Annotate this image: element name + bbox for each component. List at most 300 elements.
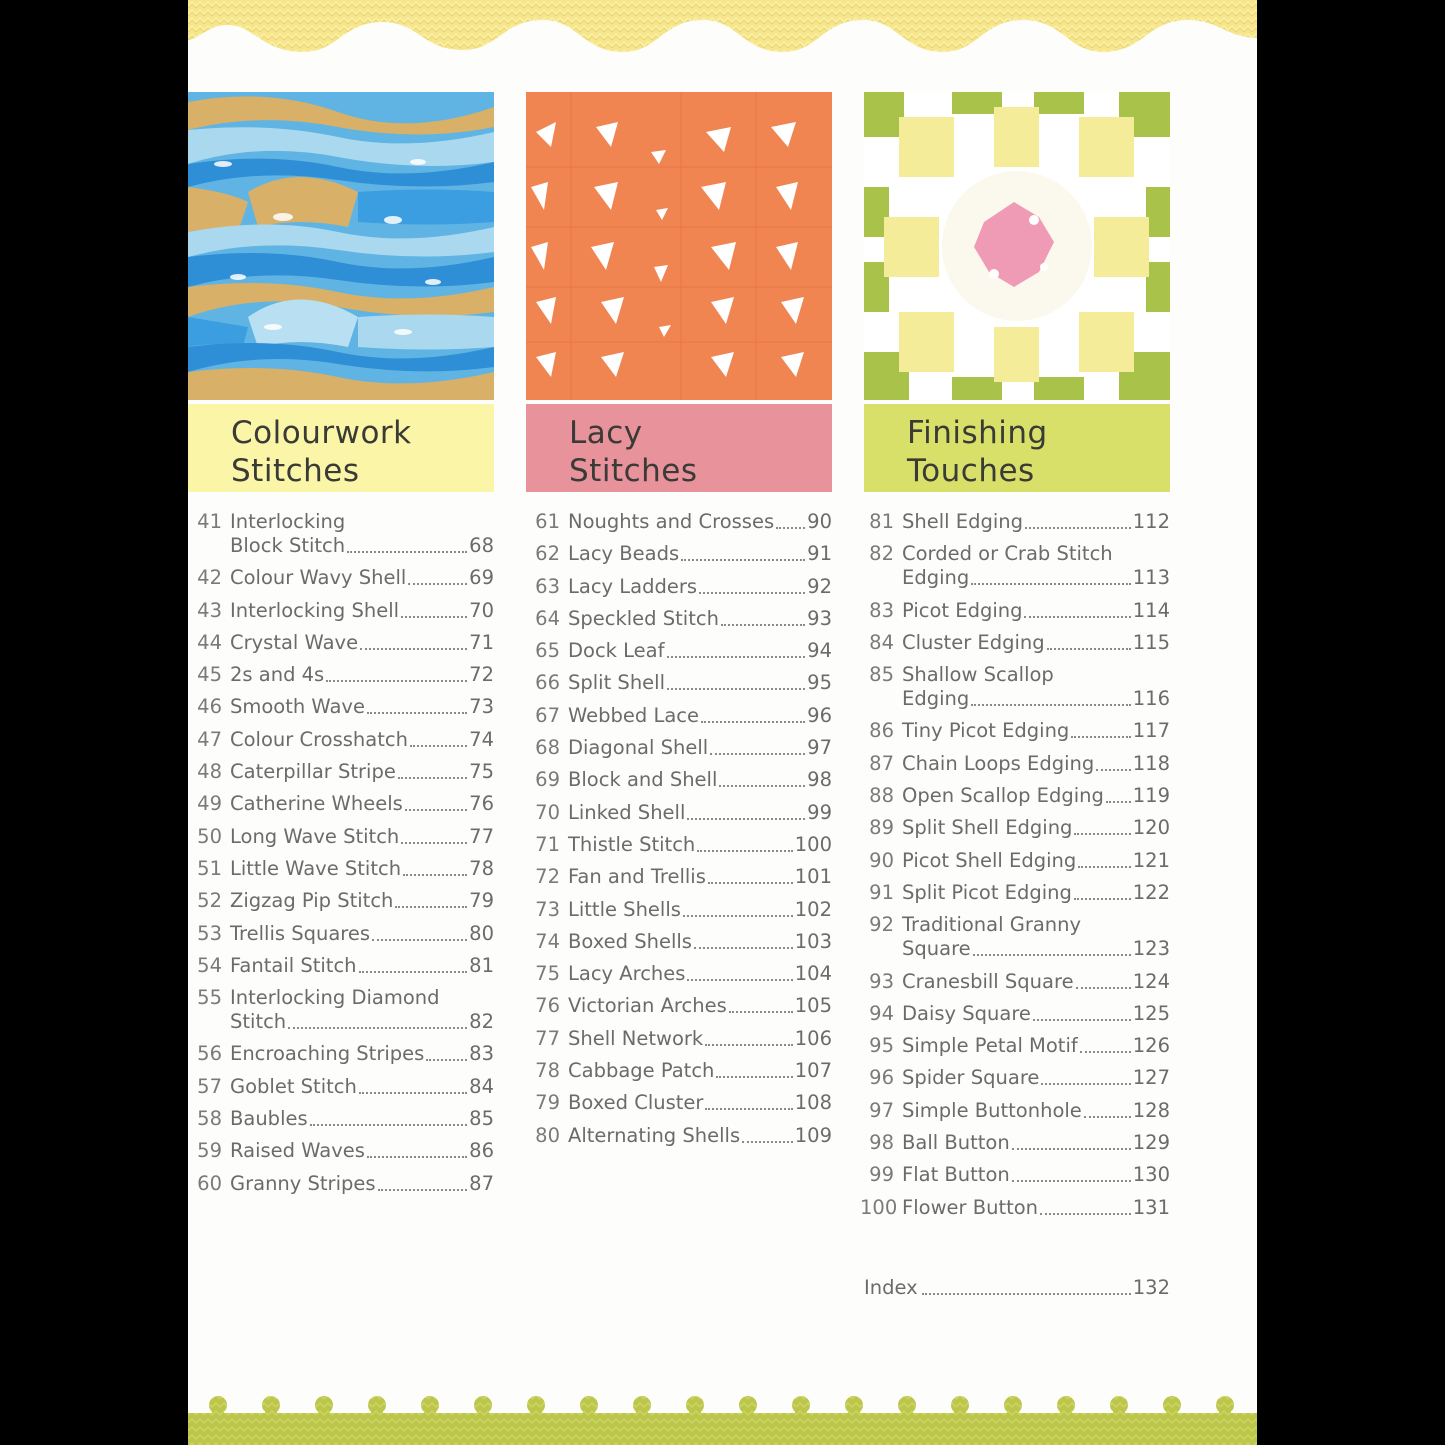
toc-entry[interactable] <box>526 833 832 857</box>
leader-dots <box>699 591 805 594</box>
book-page <box>188 0 1257 1445</box>
orange-lace-crochet-swatch <box>526 92 832 400</box>
page-number: 128 <box>1132 1098 1170 1122</box>
stitch-number: 83 <box>869 598 894 622</box>
page-number: 125 <box>1132 1001 1170 1025</box>
toc-entry[interactable] <box>188 1075 494 1099</box>
leader-dots <box>729 1010 793 1013</box>
stitch-number: 78 <box>535 1059 560 1083</box>
stitch-title: Noughts and Crosses <box>568 510 775 533</box>
toc-entry[interactable] <box>860 752 1170 776</box>
section-title: Lacy Stitches <box>569 415 698 489</box>
section-title: Colourwork Stitches <box>231 415 412 489</box>
leader-dots <box>694 946 793 949</box>
leader-dots <box>378 1188 468 1191</box>
toc-entry[interactable] <box>860 970 1170 994</box>
leader-dots <box>1041 1082 1130 1085</box>
toc-entry[interactable] <box>526 1027 832 1051</box>
toc-entry[interactable] <box>188 986 494 1034</box>
page-number: 98 <box>807 768 832 792</box>
page-number: 91 <box>807 542 832 566</box>
page-number: 101 <box>794 865 832 889</box>
toc-entry[interactable] <box>860 1163 1170 1187</box>
leader-dots <box>398 776 467 779</box>
leader-dots <box>426 1058 467 1061</box>
leader-dots <box>326 679 467 682</box>
toc-entry[interactable] <box>188 922 494 946</box>
page-number: 107 <box>794 1059 832 1083</box>
stitch-title: Boxed Shells <box>568 929 692 953</box>
toc-entry[interactable] <box>188 954 494 978</box>
section-lacy-stitches <box>526 92 832 492</box>
stitch-title: Shell Network <box>568 1026 704 1050</box>
leader-dots <box>401 841 467 844</box>
leader-dots <box>922 1292 1131 1295</box>
toc-entry[interactable] <box>188 566 494 590</box>
stitch-number: 63 <box>535 574 560 598</box>
stitch-title: Split Shell Edging <box>902 816 1073 840</box>
toc-entry[interactable] <box>526 930 832 954</box>
page-number: 87 <box>469 1171 494 1195</box>
stitch-number: 58 <box>197 1107 222 1131</box>
stitch-title-continued: Square <box>902 937 971 961</box>
stitch-title: Linked Shell <box>568 800 686 824</box>
toc-entry[interactable] <box>526 704 832 728</box>
page-number: 71 <box>469 630 494 654</box>
stitch-number: 45 <box>197 663 222 687</box>
leader-dots <box>1047 647 1131 650</box>
stitch-title: Daisy Square <box>902 1001 1031 1025</box>
green-picot-border-decoration <box>188 1385 1257 1445</box>
leader-dots <box>1012 1147 1131 1150</box>
toc-entry[interactable] <box>526 865 832 889</box>
page-number: 109 <box>794 1123 832 1147</box>
toc-entry[interactable] <box>860 1066 1170 1090</box>
toc-entry[interactable] <box>526 736 832 760</box>
leader-dots <box>395 905 467 908</box>
stitch-number: 100 <box>860 1195 898 1219</box>
toc-entry[interactable] <box>188 510 494 558</box>
page-number: 113 <box>1132 566 1170 590</box>
page-number: 108 <box>794 1091 832 1115</box>
section-header-finishing <box>864 404 1170 492</box>
toc-entry[interactable] <box>860 881 1170 905</box>
page-number: 126 <box>1132 1034 1170 1058</box>
page-number: 130 <box>1132 1163 1170 1187</box>
stitch-number: 44 <box>197 630 222 654</box>
toc-entry[interactable] <box>860 663 1170 711</box>
stitch-number: 60 <box>197 1171 222 1195</box>
toc-entry[interactable] <box>526 575 832 599</box>
stitch-number: 59 <box>197 1139 222 1163</box>
stitch-number: 85 <box>869 663 894 687</box>
toc-entry[interactable] <box>526 1091 832 1115</box>
leader-dots <box>367 711 467 714</box>
stitch-number: 53 <box>197 921 222 945</box>
page-number: 94 <box>807 639 832 663</box>
toc-entry[interactable] <box>860 816 1170 840</box>
page-number: 119 <box>1132 784 1170 808</box>
leader-dots <box>372 938 467 941</box>
stitch-title: Goblet Stitch <box>230 1074 357 1098</box>
right-black-margin <box>1257 0 1445 1445</box>
page-number: 103 <box>794 929 832 953</box>
leader-dots <box>1076 986 1131 989</box>
stitch-number: 96 <box>869 1066 894 1090</box>
stitch-title: Smooth Wave <box>230 695 365 719</box>
stitch-number: 69 <box>535 768 560 792</box>
page-number: 73 <box>469 695 494 719</box>
stitch-number: 55 <box>197 986 222 1010</box>
leader-dots <box>716 1075 792 1078</box>
toc-entry[interactable] <box>188 728 494 752</box>
stitch-number: 67 <box>535 703 560 727</box>
stitch-title: Dock Leaf <box>568 639 665 663</box>
yellow-scallop-border-decoration <box>188 0 1257 70</box>
page-number: 69 <box>469 566 494 590</box>
page-number: 68 <box>469 534 494 557</box>
stitch-title-continued: Edging <box>902 687 970 711</box>
stitch-number: 72 <box>535 865 560 889</box>
stitch-title: Lacy Arches <box>568 962 686 986</box>
page-number: 105 <box>794 994 832 1018</box>
page-number: 120 <box>1132 816 1170 840</box>
granny-square-crochet-swatch <box>864 92 1170 400</box>
stitch-title: Zigzag Pip Stitch <box>230 889 394 913</box>
toc-entry[interactable] <box>526 607 832 631</box>
stitch-number: 91 <box>869 880 894 904</box>
page-number: 93 <box>807 606 832 630</box>
leader-dots <box>721 623 805 626</box>
stitch-title: Catherine Wheels <box>230 792 403 816</box>
stitch-title: Victorian Arches <box>568 994 727 1018</box>
page-number: 70 <box>469 598 494 622</box>
stitch-number: 70 <box>535 800 560 824</box>
leader-dots <box>1096 768 1131 771</box>
page-number: 72 <box>469 663 494 687</box>
leader-dots <box>1071 735 1130 738</box>
stitch-title: Picot Edging <box>902 598 1023 622</box>
page-number: 131 <box>1132 1195 1170 1219</box>
stitch-title: Trellis Squares <box>230 921 371 945</box>
page-number: 112 <box>1132 510 1170 533</box>
toc-entry[interactable] <box>188 631 494 655</box>
stitch-number: 80 <box>535 1123 560 1147</box>
toc-entry[interactable] <box>860 849 1170 873</box>
page-number: 95 <box>807 671 832 695</box>
leader-dots <box>1074 832 1130 835</box>
stitch-number: 41 <box>197 510 222 533</box>
toc-entry[interactable] <box>860 1034 1170 1058</box>
toc-entry[interactable] <box>526 639 832 663</box>
stitch-number: 97 <box>869 1098 894 1122</box>
leader-dots <box>719 784 805 787</box>
page-number: 104 <box>794 962 832 986</box>
toc-entry[interactable] <box>526 994 832 1018</box>
leader-dots <box>408 582 467 585</box>
stitch-title-continued: Block Stitch <box>230 534 346 557</box>
stitch-number: 74 <box>535 929 560 953</box>
toc-entry[interactable] <box>860 631 1170 655</box>
stitch-title: Flat Button <box>902 1163 1010 1187</box>
stitch-title: Ball Button <box>902 1131 1010 1155</box>
stitch-number: 51 <box>197 856 222 880</box>
stitch-title: Shallow Scallop <box>902 663 1054 687</box>
stitch-number: 87 <box>869 751 894 775</box>
toc-entry[interactable] <box>188 792 494 816</box>
stitch-number: 61 <box>535 510 560 533</box>
page-number: 90 <box>807 510 832 533</box>
leader-dots <box>776 526 805 529</box>
stitch-title: Cluster Edging <box>902 630 1045 654</box>
stitch-title: Speckled Stitch <box>568 606 719 630</box>
page-number: 123 <box>1132 937 1170 961</box>
stitch-number: 76 <box>535 994 560 1018</box>
toc-list-colourwork <box>188 510 494 1204</box>
stitch-title: Simple Petal Motif <box>902 1034 1078 1058</box>
stitch-title: Split Shell <box>568 671 666 695</box>
stitch-title: Diagonal Shell <box>568 736 709 760</box>
stitch-number: 46 <box>197 695 222 719</box>
page-number: 127 <box>1132 1066 1170 1090</box>
page-number: 124 <box>1132 969 1170 993</box>
stitch-number: 93 <box>869 969 894 993</box>
page-number: 77 <box>469 824 494 848</box>
section-finishing-touches <box>864 92 1170 492</box>
stitch-title: Boxed Cluster <box>568 1091 704 1115</box>
toc-entry[interactable] <box>860 1131 1170 1155</box>
leader-dots <box>1106 800 1131 803</box>
toc-entry[interactable] <box>526 801 832 825</box>
stitch-number: 52 <box>197 889 222 913</box>
stitch-number: 77 <box>535 1026 560 1050</box>
stitch-title: Spider Square <box>902 1066 1040 1090</box>
leader-dots <box>367 1155 467 1158</box>
toc-entry[interactable] <box>526 671 832 695</box>
stitch-number: 50 <box>197 824 222 848</box>
page-number: 122 <box>1132 880 1170 904</box>
stitch-title-continued: Stitch <box>230 1010 287 1034</box>
leader-dots <box>1033 1018 1131 1021</box>
toc-entry[interactable] <box>860 913 1170 961</box>
stitch-title: Granny Stripes <box>230 1171 376 1195</box>
stitch-title: Flower Button <box>902 1195 1039 1219</box>
toc-entry[interactable] <box>860 1196 1170 1220</box>
stitch-title: Fan and Trellis <box>568 865 706 889</box>
stitch-number: 66 <box>535 671 560 695</box>
toc-entry[interactable] <box>188 1172 494 1196</box>
stitch-title: Fantail Stitch <box>230 953 357 977</box>
stitch-title: Interlocking Diamond <box>230 986 440 1010</box>
toc-entry-index[interactable] <box>864 1276 1170 1300</box>
leader-dots <box>1040 1212 1131 1215</box>
toc-entry[interactable] <box>188 857 494 881</box>
stitch-title: Interlocking Shell <box>230 598 400 622</box>
blue-and-tan-wave-crochet-swatch <box>188 92 494 400</box>
leader-dots <box>667 687 805 690</box>
page-number: 76 <box>469 792 494 816</box>
leader-dots <box>971 703 1131 706</box>
stitch-number: 84 <box>869 630 894 654</box>
leader-dots <box>708 881 793 884</box>
page-number: 92 <box>807 574 832 598</box>
stitch-title: Colour Wavy Shell <box>230 566 407 590</box>
toc-entry[interactable] <box>526 510 832 534</box>
stitch-number: 47 <box>197 727 222 751</box>
toc-entry[interactable] <box>188 695 494 719</box>
left-black-margin <box>0 0 188 1445</box>
stitch-title: Little Shells <box>568 897 681 921</box>
toc-entry[interactable] <box>860 1099 1170 1123</box>
page-number: 129 <box>1132 1131 1170 1155</box>
page-number: 80 <box>469 921 494 945</box>
leader-dots <box>687 817 805 820</box>
stitch-number: 90 <box>869 848 894 872</box>
stitch-number: 42 <box>197 566 222 590</box>
toc-entry[interactable] <box>188 599 494 623</box>
stitch-number: 56 <box>197 1042 222 1066</box>
toc-entry[interactable] <box>188 825 494 849</box>
toc-entry[interactable] <box>526 1059 832 1083</box>
stitch-number: 57 <box>197 1074 222 1098</box>
leader-dots <box>710 752 805 755</box>
toc-entry[interactable] <box>860 510 1170 534</box>
leader-dots <box>681 558 805 561</box>
leader-dots <box>403 873 467 876</box>
stitch-title: Colour Crosshatch <box>230 727 408 751</box>
leader-dots <box>705 1043 793 1046</box>
section-colourwork-stitches <box>188 92 494 492</box>
page-number: 100 <box>794 832 832 856</box>
toc-entry[interactable] <box>526 898 832 922</box>
page-number: 75 <box>469 760 494 784</box>
stitch-number: 64 <box>535 606 560 630</box>
leader-dots <box>1084 1115 1131 1118</box>
stitch-number: 48 <box>197 760 222 784</box>
toc-list-finishing <box>860 510 1170 1228</box>
leader-dots <box>288 1026 467 1029</box>
toc-entry[interactable] <box>188 1107 494 1131</box>
stitch-title-continued: Edging <box>902 566 970 590</box>
leader-dots <box>1012 1179 1131 1182</box>
page-number: 118 <box>1132 751 1170 775</box>
stitch-number: 75 <box>535 962 560 986</box>
stitch-number: 62 <box>535 542 560 566</box>
stitch-title: Simple Buttonhole <box>902 1098 1082 1122</box>
section-title: Finishing Touches <box>907 415 1048 489</box>
leader-dots <box>347 550 467 553</box>
toc-entry[interactable] <box>188 889 494 913</box>
stitch-title: Webbed Lace <box>568 703 699 727</box>
toc-entry[interactable] <box>860 784 1170 808</box>
toc-list-lacy <box>526 510 832 1156</box>
stitch-number: 65 <box>535 639 560 663</box>
stitch-title: Lacy Beads <box>568 542 680 566</box>
stitch-title: Chain Loops Edging <box>902 751 1095 775</box>
toc-entry[interactable] <box>526 768 832 792</box>
stitch-title: Cranesbill Square <box>902 969 1074 993</box>
stitch-title: Thistle Stitch <box>568 832 696 856</box>
stitch-title: Open Scallop Edging <box>902 784 1104 808</box>
page-number: 114 <box>1132 598 1170 622</box>
toc-entry[interactable] <box>188 1042 494 1066</box>
leader-dots <box>1080 1050 1131 1053</box>
stitch-number: 54 <box>197 953 222 977</box>
leader-dots <box>705 1107 792 1110</box>
section-header-colourwork <box>188 404 494 492</box>
toc-entry[interactable] <box>188 760 494 784</box>
stitch-number: 95 <box>869 1034 894 1058</box>
toc-entry[interactable] <box>860 599 1170 623</box>
stitch-number: 98 <box>869 1131 894 1155</box>
toc-entry[interactable] <box>188 1139 494 1163</box>
page-number: 96 <box>807 703 832 727</box>
toc-entry[interactable] <box>526 962 832 986</box>
toc-entry[interactable] <box>526 1124 832 1148</box>
toc-entry[interactable] <box>860 542 1170 590</box>
page-number: 82 <box>469 1010 494 1034</box>
stitch-title: Interlocking <box>230 510 346 533</box>
stitch-number: 71 <box>535 832 560 856</box>
leader-dots <box>973 953 1131 956</box>
stitch-title: Tiny Picot Edging <box>902 719 1070 743</box>
toc-entry[interactable] <box>188 663 494 687</box>
stitch-number: 68 <box>535 736 560 760</box>
toc-entry[interactable] <box>526 542 832 566</box>
leader-dots <box>683 914 793 917</box>
page-number: 83 <box>469 1042 494 1066</box>
page-number: 121 <box>1132 848 1170 872</box>
page-number: 79 <box>469 889 494 913</box>
stitch-title: Picot Shell Edging <box>902 848 1077 872</box>
leader-dots <box>971 582 1131 585</box>
leader-dots <box>359 970 468 973</box>
stitch-title: Alternating Shells <box>568 1123 741 1147</box>
stitch-title: 2s and 4s <box>230 663 325 687</box>
stitch-number: 86 <box>869 719 894 743</box>
leader-dots <box>1025 526 1131 529</box>
page-number: 86 <box>469 1139 494 1163</box>
stitch-title: Cabbage Patch <box>568 1059 715 1083</box>
leader-dots <box>687 978 792 981</box>
leader-dots <box>410 744 467 747</box>
stitch-title: Raised Waves <box>230 1139 365 1163</box>
index-label: Index <box>864 1276 918 1299</box>
toc-entry[interactable] <box>860 1002 1170 1026</box>
leader-dots <box>742 1140 793 1143</box>
leader-dots <box>1024 615 1130 618</box>
stitch-number: 81 <box>869 510 894 533</box>
page-number: 85 <box>469 1107 494 1131</box>
toc-entry[interactable] <box>860 719 1170 743</box>
page-number: 78 <box>469 856 494 880</box>
page-number: 74 <box>469 727 494 751</box>
stitch-number: 43 <box>197 598 222 622</box>
leader-dots <box>401 615 467 618</box>
leader-dots <box>1078 865 1131 868</box>
stitch-number: 99 <box>869 1163 894 1187</box>
stitch-title: Baubles <box>230 1107 308 1131</box>
stitch-title: Corded or Crab Stitch <box>902 542 1113 566</box>
leader-dots <box>697 849 792 852</box>
stitch-title: Traditional Granny <box>902 913 1082 937</box>
stitch-number: 89 <box>869 816 894 840</box>
stitch-title: Encroaching Stripes <box>230 1042 425 1066</box>
stitch-title: Lacy Ladders <box>568 574 698 598</box>
page-number: 99 <box>807 800 832 824</box>
stitch-title: Caterpillar Stripe <box>230 760 396 784</box>
page-number: 116 <box>1132 687 1170 711</box>
